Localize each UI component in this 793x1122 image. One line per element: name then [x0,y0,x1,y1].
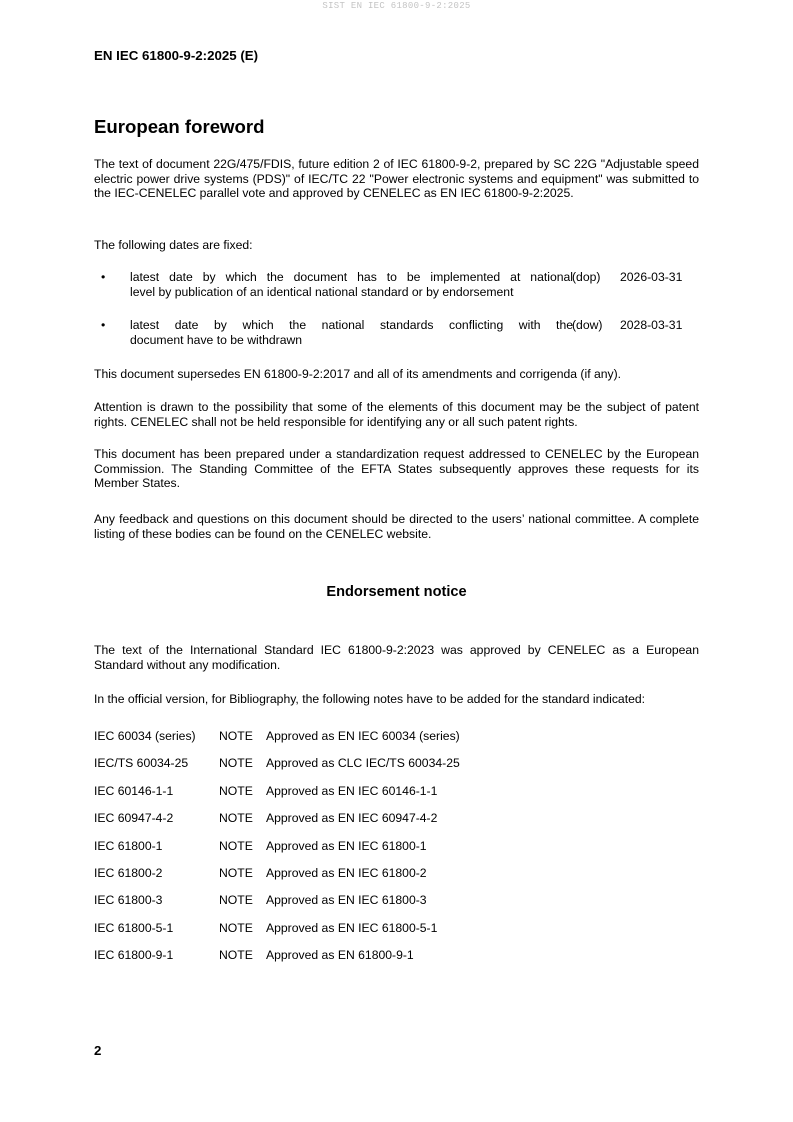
note-label: NOTE [219,838,253,853]
note-standard: IEC 61800-1 [94,838,163,853]
note-text: Approved as EN IEC 61800-2 [266,865,427,880]
note-label: NOTE [219,729,253,743]
date-value: 2028-03-31 [620,318,683,332]
date-entry-line-2: document have to be withdrawn [130,332,303,347]
supersedes-paragraph: This document supersedes EN 61800-9-2:2017 and all of its amendments and corrigenda (if any). [94,367,622,381]
note-text: Approved as EN IEC 60034 (series) [266,729,460,743]
note-label: NOTE [219,811,253,826]
date-entry-line-2: level by publication of an identical national standard or by endorsement [130,284,514,299]
note-text: Approved as EN IEC 61800-3 [266,893,427,908]
note-standard: IEC/TS 60034-25 [94,756,189,771]
date-value: 2026-03-31 [620,270,683,284]
dates-intro-paragraph: The following dates are fixed: [94,238,253,252]
note-standard: IEC 61800-2 [94,865,163,880]
note-text: Approved as EN IEC 60947-4-2 [266,811,438,826]
note-standard: IEC 60034 (series) [94,729,196,743]
date-entry-line-1: latest date by which the document has to be implemented at national [130,270,573,284]
date-entry-description [130,318,573,347]
bullet-marker: • [101,270,106,284]
note-standard: IEC 60146-1-1 [94,783,174,798]
date-code: (dop) [572,270,601,284]
note-standard: IEC 61800-3 [94,893,163,908]
note-label: NOTE [219,783,253,798]
date-entry-line-1: latest date by which the national standards conflicting with the [130,318,573,332]
note-text: Approved as EN 61800-9-1 [266,948,414,963]
note-standard: IEC 60947-4-2 [94,811,174,826]
date-code: (dow) [572,318,603,332]
endorsement-heading: Endorsement notice [326,584,467,600]
bullet-marker: • [101,318,106,332]
feedback-paragraph: Any feedback and questions on this document should be directed to the users’ national committee. A complete listing of these bodies can be found on the CENELEC website. [94,512,699,541]
patent-paragraph: Attention is drawn to the possibility that some of the elements of this document may be the subject of patent rights. CENELEC shall not be held responsible for identifying any or all such patent rights. [94,400,699,429]
mandate-paragraph: This document has been prepared under a standardization request addressed to CENELEC by the European Commission. The Standing Committee of the EFTA States subsequently approves these requests for its Member States. [94,447,699,491]
note-label: NOTE [219,948,253,963]
note-label: NOTE [219,893,253,908]
page-number: 2 [94,1043,102,1058]
endorsement-paragraph: The text of the International Standard IEC 61800-9-2:2023 was approved by CENELEC as a European Standard without any modification. [94,643,699,672]
note-text: Approved as EN IEC 61800-5-1 [266,920,438,935]
bibliography-intro-paragraph: In the official version, for Bibliography, the following notes have to be added for the standard indicated: [94,692,646,706]
note-text: Approved as EN IEC 60146-1-1 [266,783,438,798]
note-label: NOTE [219,920,253,935]
document-identifier: EN IEC 61800-9-2:2025 (E) [94,48,259,63]
watermark: SIST EN IEC 61800-9-2:2025 [322,1,471,11]
foreword-intro-paragraph: The text of document 22G/475/FDIS, future edition 2 of IEC 61800-9-2, prepared by SC 22G "Adjustable speed electric power drive systems (PDS)" of IEC/TC 22 "Power electronic systems and equipment" was submitted to the IEC-CENELEC parallel vote and approved by CENELEC as EN IEC 61800-9-2:2025. [94,157,699,201]
note-label: NOTE [219,865,253,880]
foreword-heading: European foreword [94,116,265,137]
note-standard: IEC 61800-5-1 [94,920,174,935]
note-standard: IEC 61800-9-1 [94,948,174,963]
note-text: Approved as CLC IEC/TS 60034-25 [266,756,460,771]
date-entry-description [130,270,573,299]
note-text: Approved as EN IEC 61800-1 [266,838,427,853]
note-label: NOTE [219,756,253,771]
